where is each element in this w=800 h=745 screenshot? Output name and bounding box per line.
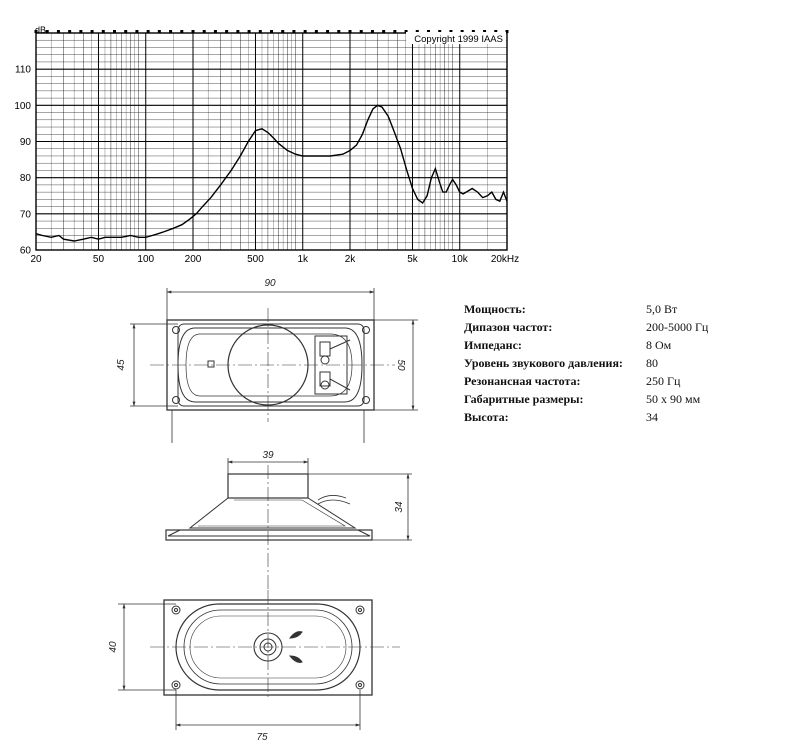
- dim-side-width: 39: [262, 450, 274, 461]
- x-tick-label: 100: [137, 254, 155, 265]
- top-tick-mark: [337, 30, 340, 33]
- spec-row: [464, 302, 708, 320]
- x-tick-label: 2k: [344, 254, 356, 265]
- spec-label: Высота:: [464, 410, 509, 424]
- spec-label: Дипазон частот:: [464, 320, 553, 334]
- top-tick-mark: [124, 30, 127, 33]
- spec-value: 50 х 90 мм: [646, 392, 701, 406]
- spec-table: [464, 302, 708, 428]
- spec-label: Резонансная частота:: [464, 374, 581, 388]
- top-tick-mark: [57, 30, 60, 33]
- dim-bottom-width: 75: [256, 732, 268, 743]
- top-tick-mark: [169, 30, 172, 33]
- spec-value: 250 Гц: [646, 374, 681, 388]
- top-tick-mark: [259, 30, 262, 33]
- x-tick-label: 10k: [451, 254, 468, 265]
- top-tick-mark: [371, 30, 374, 33]
- spec-row: [464, 338, 708, 356]
- top-tick-mark: [113, 30, 116, 33]
- spec-value: 200-5000 Гц: [646, 320, 709, 334]
- top-tick-mark: [180, 30, 183, 33]
- top-tick-mark: [158, 30, 161, 33]
- y-tick-label: 110: [15, 64, 31, 76]
- frequency-response-chart: [0, 0, 530, 265]
- top-tick-mark: [304, 30, 307, 33]
- spec-row: [464, 356, 708, 374]
- y-tick-label: 70: [19, 209, 31, 221]
- dim-side-height: 34: [394, 501, 405, 513]
- top-tick-mark: [225, 30, 228, 33]
- x-tick-label: 200: [184, 254, 202, 265]
- dim-top-inner-height: 45: [116, 359, 127, 371]
- y-tick-label: 80: [19, 173, 31, 185]
- x-tick-label: 5k: [407, 254, 418, 265]
- copyright-note: Copyright 1999 IAAS: [414, 34, 503, 45]
- y-tick-label: 60: [19, 245, 31, 257]
- top-tick-mark: [248, 30, 251, 33]
- x-tick-label: 500: [247, 254, 264, 265]
- y-axis-label: dB: [35, 25, 47, 35]
- top-tick-mark: [79, 30, 82, 33]
- top-tick-mark: [91, 30, 94, 33]
- top-tick-mark: [393, 30, 396, 33]
- x-tick-label: 20: [30, 254, 42, 265]
- top-tick-mark: [315, 30, 318, 33]
- bottom-view-drawing: [118, 590, 400, 730]
- top-tick-mark: [46, 30, 49, 33]
- spec-row: [464, 410, 708, 428]
- top-tick-mark: [281, 30, 284, 33]
- spec-value: 80: [646, 356, 658, 370]
- top-tick-mark: [147, 30, 150, 33]
- top-tick-mark: [349, 30, 352, 33]
- top-view-drawing: [130, 288, 418, 443]
- x-tick-label: 20kHz: [490, 254, 520, 265]
- top-tick-mark: [135, 30, 138, 33]
- dim-top-width: 90: [264, 278, 276, 289]
- x-tick-label: 1k: [297, 254, 309, 265]
- top-tick-mark: [192, 30, 195, 33]
- top-tick-mark: [68, 30, 71, 33]
- speaker-technical-drawings: [0, 260, 460, 745]
- y-tick-label: 100: [14, 100, 31, 112]
- spec-label: Габаритные размеры:: [464, 392, 584, 406]
- dim-top-outer-height: 50: [395, 359, 406, 371]
- spec-label: Уровень звукового давления:: [464, 356, 623, 370]
- spec-row: [464, 392, 708, 410]
- dim-bottom-height: 40: [108, 641, 119, 653]
- spec-value: 5,0 Вт: [646, 302, 678, 316]
- top-tick-mark: [292, 30, 295, 33]
- x-tick-label: 50: [92, 254, 105, 265]
- spec-label: Импеданс:: [464, 338, 522, 352]
- top-tick-mark: [214, 30, 217, 33]
- top-tick-mark: [236, 30, 239, 33]
- spec-label: Мощность:: [464, 302, 526, 316]
- top-tick-mark: [270, 30, 273, 33]
- spec-value: 34: [646, 410, 658, 424]
- spec-row: [464, 374, 708, 392]
- top-tick-mark: [203, 30, 206, 33]
- top-tick-mark: [360, 30, 363, 33]
- y-tick-label: 90: [19, 137, 31, 148]
- spec-value: 8 Ом: [646, 338, 672, 352]
- chart-grid: [35, 30, 509, 250]
- top-tick-mark: [102, 30, 105, 33]
- spec-row: [464, 320, 708, 338]
- side-view-drawing: [166, 458, 412, 590]
- top-tick-mark: [326, 30, 329, 33]
- top-tick-mark: [382, 30, 385, 33]
